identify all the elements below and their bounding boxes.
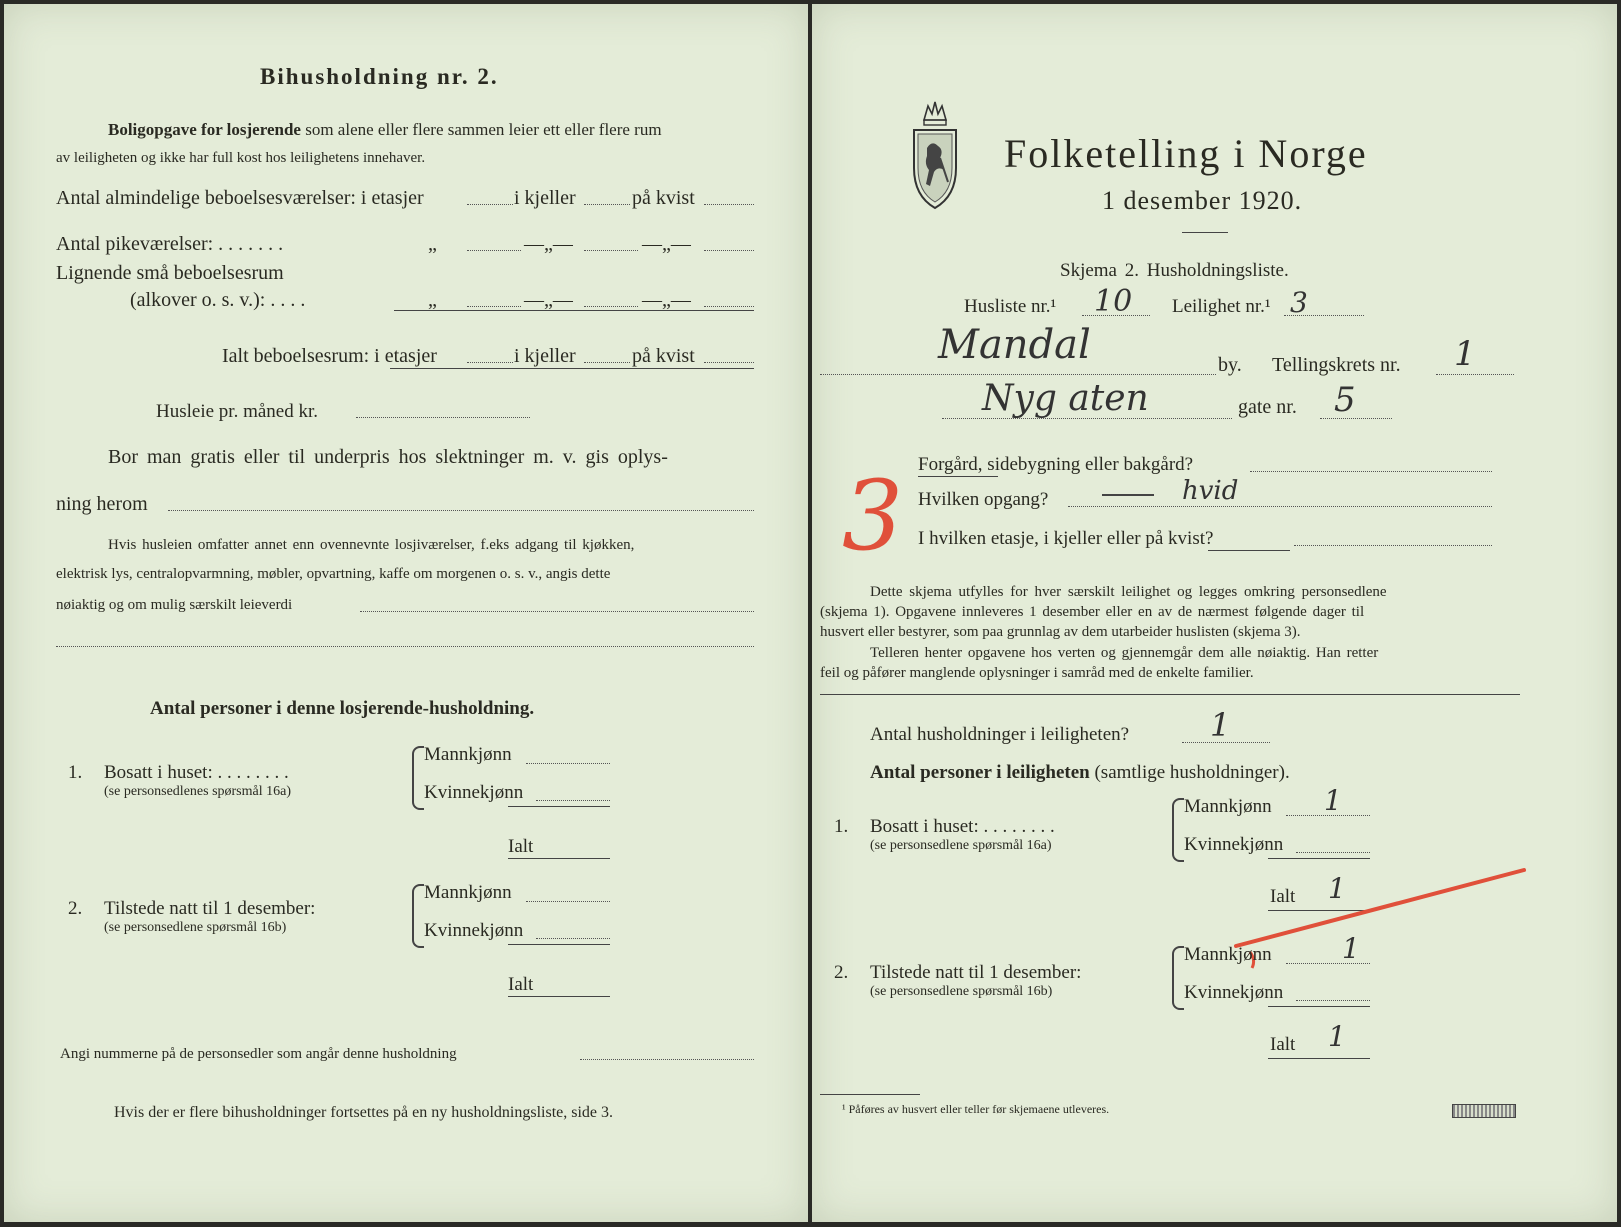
fortsettes-note: Hvis der er flere bihusholdninger fortsettes på en ny husholdningsliste, side 3. <box>114 1104 614 1121</box>
right-tilstede-mann-line <box>1286 963 1370 964</box>
by-line <box>820 374 1216 375</box>
husholdninger-line <box>1182 742 1270 743</box>
ialt-rooms-label: Ialt beboelsesrum: i etasjer <box>222 345 437 367</box>
left-bosatt-kvinne-rule <box>508 806 610 807</box>
opgang-question: Hvilken opgang? <box>918 489 1049 510</box>
intro-bold: Boligopgave for losjerende <box>108 120 301 139</box>
lignende-label: Lignende små beboelsesrum <box>56 262 284 284</box>
gratis-line2: ning herom <box>56 493 148 515</box>
para-rule <box>820 694 1520 695</box>
left-tilstede-kvinne-rule <box>508 944 610 945</box>
right-bosatt-ialt-label: Ialt <box>1270 886 1296 907</box>
alkover-underline <box>394 310 754 311</box>
left-tilstede-ialt-label: Ialt <box>508 974 534 995</box>
ialt-rooms-rule <box>390 368 754 369</box>
gate-nr-value[interactable]: 5 <box>1334 380 1356 420</box>
rooms-kjeller-label: i kjeller <box>514 187 576 209</box>
husholdninger-label: Antal husholdninger i leiligheten? <box>870 724 1130 745</box>
omfatter-line1: Hvis husleien omfatter annet enn ovennevnte losjiværelser, f.eks adgang til kjøkken, <box>108 537 635 553</box>
husliste-label: Husliste nr.¹ <box>964 296 1057 317</box>
gate-line <box>942 418 1232 419</box>
leilighet-label: Leilighet nr.¹ <box>1172 296 1271 317</box>
right-tilstede-ialt-value[interactable]: 1 <box>1328 1020 1346 1053</box>
left-tilstede-mann-line[interactable] <box>526 901 610 902</box>
persons-heading-rest: (samtlige husholdninger). <box>1094 762 1290 783</box>
left-tilstede-note: (se personsedlene spørsmål 16b) <box>104 920 287 935</box>
left-tilstede-brace <box>412 884 424 948</box>
rooms-etasjer-line[interactable] <box>467 204 513 205</box>
right-page <box>812 4 1617 1222</box>
pike-dash-1: —„— <box>524 233 573 255</box>
forgard-question: Forgård, sidebygning eller bakgård? <box>918 454 1194 475</box>
alkover-line-2[interactable] <box>584 306 638 307</box>
ialt-kvist-label: på kvist <box>632 345 695 367</box>
para1-line1: Dette skjema utfylles for hver særskilt leilighet og legges omkring personsedlene <box>870 584 1387 600</box>
alkover-line-1[interactable] <box>467 306 521 307</box>
ialt-etasjer-line[interactable] <box>467 362 513 363</box>
intro-rest: som alene eller flere sammen leier ett eller flere rum <box>305 120 662 139</box>
forgard-underline-mark <box>918 476 998 477</box>
pike-label: Antal pikeværelser: . . . . . . . <box>56 233 284 255</box>
red-pencil-mark: 3 <box>842 460 904 572</box>
right-tilstede-brace <box>1172 946 1184 1010</box>
left-bosatt-label: Bosatt i huset: . . . . . . . . <box>104 762 289 783</box>
alkover-line-3[interactable] <box>704 306 754 307</box>
persons-heading-bold: Antal personer i leiligheten <box>870 762 1090 783</box>
left-page <box>4 4 808 1222</box>
left-bosatt-num: 1. <box>68 762 83 783</box>
angi-line[interactable] <box>580 1059 754 1060</box>
right-tilstede-mann-label: Mannkjønn <box>1184 944 1272 965</box>
para1-line3: husvert eller bestyrer, som paa grunnlag av dem utarbeider huslisten (skjema 3). <box>820 624 1301 640</box>
right-tilstede-label: Tilstede natt til 1 desember: <box>870 962 1082 983</box>
right-bosatt-mann-line <box>1286 815 1370 816</box>
left-tilstede-ialt-rule[interactable] <box>508 996 610 997</box>
etasje-line[interactable] <box>1294 545 1492 546</box>
left-bosatt-note: (se personsedlenes spørsmål 16a) <box>104 784 292 799</box>
pike-line-1[interactable] <box>467 250 521 251</box>
right-bosatt-num: 1. <box>834 816 849 837</box>
right-tilstede-kvinne-rule <box>1268 1006 1370 1007</box>
left-bosatt-kvinne-line[interactable] <box>536 800 610 801</box>
tellingskrets-line <box>1436 374 1514 375</box>
pike-line-2[interactable] <box>584 250 638 251</box>
husleie-line[interactable] <box>356 417 530 418</box>
opgang-value[interactable]: hvid <box>1182 476 1239 506</box>
pike-line-3[interactable] <box>704 250 754 251</box>
gate-label: gate nr. <box>1238 396 1297 418</box>
left-persons-heading: Antal personer i denne losjerende-husholdning. <box>150 698 535 719</box>
alkover-quote: „ <box>428 289 437 311</box>
right-tilstede-ialt-label: Ialt <box>1270 1034 1296 1055</box>
ialt-kjeller-line[interactable] <box>584 362 630 363</box>
right-persons-heading <box>870 762 1290 784</box>
right-date: 1 desember 1920. <box>1102 186 1303 215</box>
by-label: by. <box>1218 354 1242 376</box>
left-bosatt-brace <box>412 746 424 810</box>
left-bosatt-mann-label: Mannkjønn <box>424 744 512 765</box>
left-tilstede-num: 2. <box>68 898 83 919</box>
gate-value[interactable]: Nyg aten <box>982 378 1149 419</box>
etasje-question: I hvilken etasje, i kjeller eller på kvist? <box>918 528 1214 549</box>
right-bosatt-kvinne-label: Kvinnekjønn <box>1184 834 1284 855</box>
right-tilstede-kvinne-label: Kvinnekjønn <box>1184 982 1284 1003</box>
para2-line2: feil og påfører manglende oplysninger i samråd med de enkelte familier. <box>820 665 1254 681</box>
opgang-line[interactable] <box>1068 506 1492 507</box>
right-tilstede-ialt-rule <box>1268 1058 1370 1059</box>
footnote-rule <box>820 1094 920 1095</box>
rooms-kvist-line[interactable] <box>704 204 754 205</box>
footnote: ¹ Påføres av husvert eller teller før skjemaene utleveres. <box>842 1102 1110 1116</box>
kvist-underline-mark <box>1208 550 1290 551</box>
husholdninger-value[interactable]: 1 <box>1210 706 1231 744</box>
by-value[interactable]: Mandal <box>938 322 1091 368</box>
right-bosatt-mann-value[interactable]: 1 <box>1324 784 1342 817</box>
ialt-kvist-line[interactable] <box>704 362 754 363</box>
para2-line1: Telleren henter opgavene hos verten og gjennemgår dem alle nøiaktig. Han retter <box>870 645 1379 661</box>
right-bosatt-label: Bosatt i huset: . . . . . . . . <box>870 816 1055 837</box>
left-tilstede-kvinne-line[interactable] <box>536 938 610 939</box>
right-bosatt-brace <box>1172 798 1184 862</box>
rooms-label: Antal almindelige beboelsesværelser: i etasjer <box>56 187 424 209</box>
norway-coat-of-arms-icon <box>910 96 960 212</box>
leieverdi-line[interactable] <box>360 611 754 612</box>
leieverdi-line-2[interactable] <box>56 646 754 647</box>
gratis-line[interactable] <box>168 510 754 511</box>
printer-stamp <box>1452 1104 1516 1118</box>
right-tilstede-note: (se personsedlene spørsmål 16b) <box>870 984 1053 999</box>
alkover-dash-2: —„— <box>642 289 691 311</box>
left-intro-line2: av leiligheten og ikke har full kost hos leilighetens innehaver. <box>56 150 426 166</box>
left-bosatt-kvinne-label: Kvinnekjønn <box>424 782 524 803</box>
left-tilstede-mann-label: Mannkjønn <box>424 882 512 903</box>
left-bosatt-ialt-label: Ialt <box>508 836 534 857</box>
skjema-label: Skjema 2. Husholdningsliste. <box>1060 260 1289 281</box>
right-bosatt-note: (se personsedlene spørsmål 16a) <box>870 838 1052 853</box>
right-title: Folketelling i Norge <box>1004 131 1368 176</box>
ialt-kjeller-label: i kjeller <box>514 345 576 367</box>
gate-nr-line <box>1320 418 1392 419</box>
left-bosatt-ialt-rule[interactable] <box>508 858 610 859</box>
leilighet-value[interactable]: 3 <box>1290 286 1308 319</box>
rooms-kjeller-line[interactable] <box>584 204 630 205</box>
angi-label: Angi nummerne på de personsedler som angår denne husholdning <box>60 1046 457 1062</box>
left-bosatt-mann-line[interactable] <box>526 763 610 764</box>
left-title: Bihusholdning nr. 2. <box>260 64 499 89</box>
husliste-value[interactable]: 10 <box>1094 284 1133 319</box>
omfatter-line2: elektrisk lys, centralopvarmning, møbler, opvartning, kaffe om morgenen o. s. v., angis dette <box>56 566 611 582</box>
red-pencil-stroke <box>1232 864 1532 974</box>
right-bosatt-kvinne-line[interactable] <box>1296 852 1370 853</box>
right-bosatt-ialt-value[interactable]: 1 <box>1328 872 1346 905</box>
tellingskrets-label: Tellingskrets nr. <box>1272 354 1401 376</box>
husleie-label: Husleie pr. måned kr. <box>156 401 318 422</box>
alkover-dash-1: —„— <box>524 289 573 311</box>
pike-quote: „ <box>428 233 437 255</box>
left-tilstede-kvinne-label: Kvinnekjønn <box>424 920 524 941</box>
leilighet-line <box>1284 315 1364 316</box>
alkover-label: (alkover o. s. v.): . . . . <box>130 289 306 311</box>
forgard-line[interactable] <box>1250 471 1492 472</box>
opgang-strikethrough <box>1102 494 1154 496</box>
pike-dash-2: —„— <box>642 233 691 255</box>
tellingskrets-value[interactable]: 1 <box>1454 334 1476 374</box>
gratis-line1: Bor man gratis eller til underpris hos slektninger m. v. gis oplys- <box>108 446 668 468</box>
rooms-kvist-label: på kvist <box>632 187 695 209</box>
right-bosatt-mann-label: Mannkjønn <box>1184 796 1272 817</box>
date-rule <box>1182 232 1228 233</box>
left-tilstede-label: Tilstede natt til 1 desember: <box>104 898 316 919</box>
right-bosatt-kvinne-rule <box>1268 858 1370 859</box>
left-intro-line1 <box>108 120 662 140</box>
right-tilstede-kvinne-line[interactable] <box>1296 1000 1370 1001</box>
omfatter-line3: nøiaktig og om mulig særskilt leieverdi <box>56 597 293 613</box>
right-tilstede-mann-value[interactable]: 1 <box>1342 932 1360 965</box>
right-tilstede-num: 2. <box>834 962 849 983</box>
husliste-line <box>1082 315 1150 316</box>
para1-line2: (skjema 1). Opgavene innleveres 1 desember eller en av de nærmest følgende dager til <box>820 604 1365 620</box>
